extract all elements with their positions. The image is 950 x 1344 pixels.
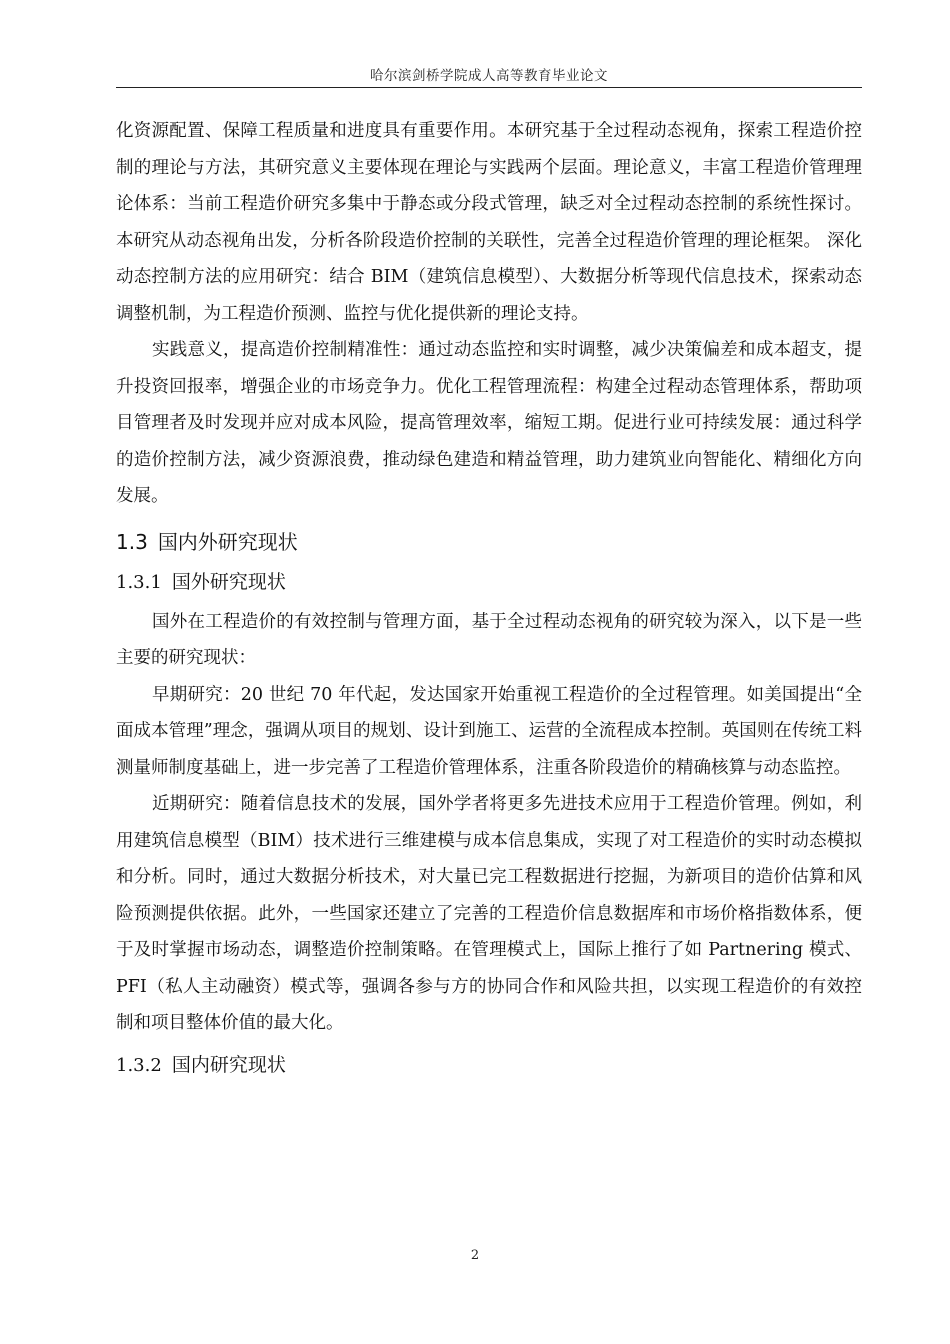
paragraph-practical-significance: 实践意义，提高造价控制精准性：通过动态监控和实时调整，减少决策偏差和成本超支，提升投资回报率，增强企业的市场竞争力。优化工程管理流程：构建全过程动态管理体系，帮助项目管理者及时发现并应对成本风险，提高管理效率，缩短工期。促进行业可持续发展：通过科学的造价控制方法，减少资源浪费，推动绿色建造和精益管理，助力建筑业向智能化、精细化方向发展。	[116, 340, 862, 506]
page-number: 2	[470, 1248, 480, 1263]
paragraph-early-research: 早期研究：20 世纪 70 年代起，发达国家开始重视工程造价的全过程管理。如美国提出“全面成本管理”理念，强调从项目的规划、设计到施工、运营的全流程成本控制。英国则在传统工料测量师制度基础上，进一步完善了工程造价管理体系，注重各阶段造价的精确核算与动态监控。	[116, 684, 862, 778]
subsection-number: 1.3.2	[116, 1054, 162, 1076]
subsection-title: 国内研究现状	[171, 1053, 286, 1076]
section-title: 国内外研究现状	[157, 529, 298, 554]
paragraph-foreign-intro: 国外在工程造价的有效控制与管理方面，基于全过程动态视角的研究较为深入，以下是一些主要的研究现状：	[116, 611, 862, 668]
page-header-title: 哈尔滨剑桥学院成人高等教育毕业论文	[370, 68, 608, 84]
section-heading-1-3	[116, 525, 862, 559]
document-body	[116, 113, 862, 1087]
subsection-title: 国外研究现状	[171, 570, 286, 593]
section-number: 1.3	[116, 529, 148, 554]
paragraph-recent-research: 近期研究：随着信息技术的发展，国外学者将更多先进技术应用于工程造价管理。例如，利用建筑信息模型（BIM）技术进行三维建模与成本信息集成，实现了对工程造价的实时动态模拟和分析。同时，通过大数据分析技术，对大量已完工程数据进行挖掘，为新项目的造价估算和风险预测提供依据。此外，一些国家还建立了完善的工程造价信息数据库和市场价格指数体系，便于及时掌握市场动态，调整造价控制策略。在管理模式上，国际上推行了如 Partnering 模式、PFI（私人主动融资）模式等，强调各参与方的协同合作和风险共担，以实现工程造价的有效控制和项目整体价值的最大化。	[116, 794, 862, 1033]
subsection-heading-1-3-2	[116, 1048, 862, 1083]
subsection-number: 1.3.1	[116, 571, 162, 593]
header-divider	[116, 87, 862, 88]
subsection-heading-1-3-1	[116, 565, 862, 600]
paragraph-research-significance: 化资源配置、保障工程质量和进度具有重要作用。本研究基于全过程动态视角，探索工程造价控制的理论与方法，其研究意义主要体现在理论与实践两个层面。理论意义，丰富工程造价管理理论体系：当前工程造价研究多集中于静态或分段式管理，缺乏对全过程动态控制的系统性探讨。本研究从动态视角出发，分析各阶段造价控制的关联性，完善全过程造价管理的理论框架。 深化动态控制方法的应用研究：结合 BIM（建筑信息模型）、大数据分析等现代信息技术，探索动态调整机制，为工程造价预测、监控与优化提供新的理论支持。	[116, 121, 862, 324]
